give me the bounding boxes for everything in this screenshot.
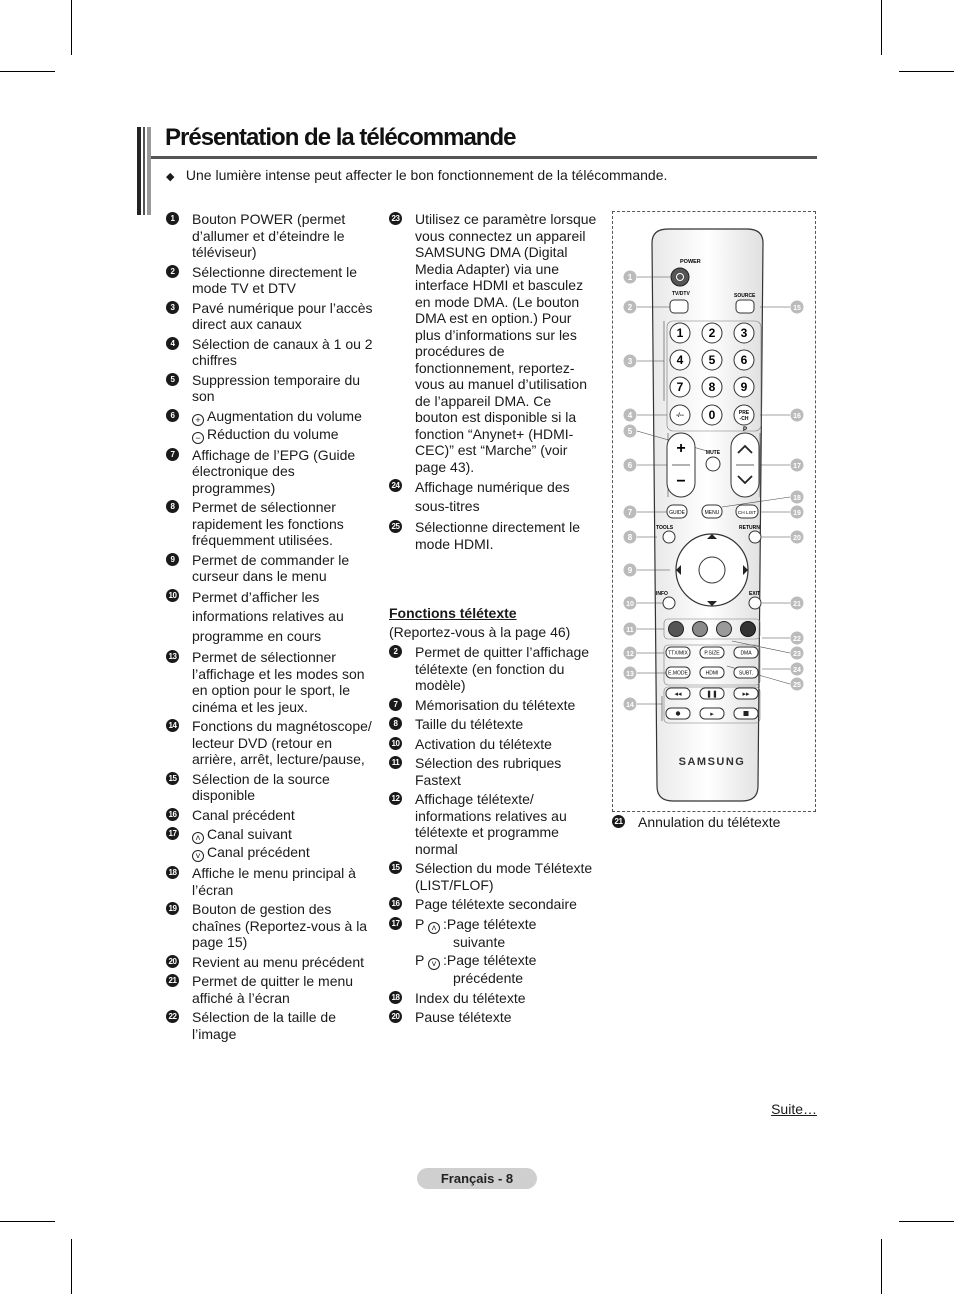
svg-text:3: 3	[627, 357, 633, 366]
page-up-line	[415, 916, 597, 934]
item-text: Bouton POWER (permet d’allumer et d’éteindre le téléviseur)	[192, 211, 346, 260]
chevron-down-icon: ˅	[428, 958, 440, 970]
menu-label: MENU	[704, 510, 720, 516]
list-item	[166, 408, 378, 444]
item-text: Permet d’afficher les informations relatives au programme en cours	[192, 588, 344, 644]
item-text: Canal précédent	[192, 806, 295, 823]
callout-number: 7	[166, 448, 179, 461]
svg-text:16: 16	[793, 413, 801, 420]
callout-number: 12	[389, 792, 402, 805]
channel-down-line	[192, 844, 378, 862]
channel-up-text: Canal suivant	[207, 826, 292, 842]
svg-text:8: 8	[708, 380, 716, 394]
callout-number: 17	[389, 917, 402, 930]
callout-number: 19	[166, 902, 179, 915]
callout-number: 20	[166, 955, 179, 968]
list-item	[166, 499, 378, 549]
callout-number: 6	[166, 409, 179, 422]
list-item	[389, 478, 597, 516]
volume-up-line	[192, 408, 378, 426]
crop-mark	[899, 71, 954, 72]
item-text: Page télétexte secondaire	[415, 896, 577, 912]
source-button	[736, 300, 754, 313]
emode-label: E.MODE	[668, 670, 688, 677]
svg-text:9: 9	[627, 566, 633, 575]
list-item	[166, 264, 378, 297]
svg-text:13: 13	[626, 671, 634, 678]
hdmi-label: HDMI	[705, 670, 719, 677]
item-text: Permet de sélectionner l’affichage et les modes son en option pour le sport, le cinéma et les jeux.	[192, 649, 365, 715]
callout-number: 22	[166, 1010, 179, 1023]
svg-text:21: 21	[793, 601, 801, 608]
callout-number: 18	[389, 991, 402, 1004]
teletext-cancel-item	[612, 814, 780, 830]
list-item	[166, 447, 378, 497]
blue-button	[741, 622, 756, 637]
teletext-subheading: (Reportez-vous à la page 46)	[389, 623, 571, 640]
list-item	[166, 973, 378, 1006]
svg-text:3: 3	[740, 326, 748, 340]
svg-text:25: 25	[793, 682, 801, 689]
return-label: RETURN	[739, 525, 760, 531]
intro-note	[166, 167, 667, 183]
callout-number: 24	[389, 479, 402, 492]
list-item	[389, 990, 597, 1007]
svg-text:10: 10	[626, 601, 634, 608]
title-rule	[151, 156, 817, 159]
callout-number: 8	[389, 717, 402, 730]
source-label: SOURCE	[734, 293, 756, 299]
samsung-logo: SAMSUNG	[678, 756, 746, 768]
green-button	[693, 622, 708, 637]
svg-text:▸▸: ▸▸	[742, 691, 750, 698]
svg-text:0: 0	[708, 408, 716, 422]
item-text: Pavé numérique pour l’accès direct aux canaux	[192, 299, 373, 332]
callout-number: 16	[389, 897, 402, 910]
callout-number: 2	[166, 265, 179, 278]
chlist-label: CH LIST	[737, 511, 757, 516]
svg-text:23: 23	[793, 651, 801, 658]
page-number-badge: Français - 8	[417, 1168, 537, 1189]
svg-text:11: 11	[626, 627, 634, 634]
svg-text:14: 14	[626, 702, 634, 709]
list-item	[166, 954, 378, 971]
svg-text:6: 6	[740, 353, 748, 367]
callout-number: 3	[166, 301, 179, 314]
enter-button	[699, 557, 725, 583]
crop-mark	[0, 1221, 55, 1222]
svg-text:-/--: -/--	[676, 413, 684, 419]
volume-down-text: Réduction du volume	[207, 425, 339, 442]
svg-text:❚❚: ❚❚	[706, 691, 718, 698]
item-text: Bouton de gestion des chaînes (Reportez-vous à la page 15)	[192, 901, 368, 950]
list-item	[166, 826, 378, 862]
item-text: Annulation du télétexte	[638, 814, 781, 830]
plus-icon: +	[676, 440, 686, 457]
mute-button	[706, 457, 720, 471]
svg-text:▸: ▸	[710, 711, 714, 718]
plus-icon: +	[192, 414, 204, 426]
callout-number: 13	[166, 650, 179, 663]
list-item	[166, 807, 378, 824]
list-item	[166, 552, 378, 585]
svg-text:2: 2	[627, 303, 633, 312]
page-down-line	[415, 952, 597, 970]
callout-number: 21	[166, 974, 179, 987]
callout-number: 11	[389, 756, 402, 769]
svg-text:9: 9	[740, 380, 748, 394]
dma-label: DMA	[740, 650, 752, 657]
svg-text:4: 4	[676, 353, 684, 367]
svg-text:15: 15	[793, 305, 801, 312]
svg-text:1: 1	[676, 326, 684, 340]
crop-mark	[71, 0, 72, 55]
item-text: Permet de quitter l’affichage télétexte (en fonction du modèle)	[415, 644, 590, 693]
list-item	[166, 901, 378, 951]
left-column	[166, 211, 378, 1045]
crop-mark	[899, 1221, 954, 1222]
svg-text:20: 20	[793, 535, 801, 542]
item-text: Sélection de la taille de l’image	[192, 1009, 336, 1042]
callout-number: 18	[166, 866, 179, 879]
list-item	[166, 300, 378, 333]
page-title: Présentation de la télécommande	[165, 124, 516, 151]
psize-label: P.SIZE	[704, 650, 720, 657]
svg-text:24: 24	[793, 667, 801, 674]
tvdtv-label: TV/DTV	[672, 291, 690, 297]
diamond-bullet-icon: ◆	[166, 171, 175, 183]
power-button	[671, 268, 689, 286]
list-item	[389, 644, 597, 694]
list-item	[389, 1009, 597, 1026]
list-item	[389, 896, 597, 913]
svg-text:5: 5	[627, 427, 633, 436]
list-item	[166, 372, 378, 405]
list-item	[389, 860, 597, 893]
callout-number: 16	[166, 808, 179, 821]
crop-mark	[881, 1239, 882, 1294]
svg-text:7: 7	[676, 380, 684, 394]
item-text: Fonctions du magnétoscope/ lecteur DVD (retour en arrière, arrêt, lecture/pause,	[192, 718, 372, 767]
svg-text:1: 1	[627, 273, 633, 282]
svg-text:19: 19	[793, 510, 801, 517]
p-label: P	[742, 427, 748, 433]
item-text	[192, 826, 378, 862]
crop-mark	[0, 71, 55, 72]
item-text: Mémorisation du télétexte	[415, 696, 576, 713]
channel-down-text: Canal précédent	[207, 844, 310, 860]
callout-number: 1	[166, 212, 179, 225]
svg-text:2: 2	[708, 326, 716, 340]
list-item	[389, 697, 597, 714]
item-text: Permet de quitter le menu affiché à l’écran	[192, 973, 354, 1006]
svg-text:12: 12	[626, 651, 634, 658]
list-item	[166, 211, 378, 261]
item-text: Permet de commander le curseur dans le menu	[192, 551, 350, 584]
mute-label: MUTE	[705, 450, 721, 456]
svg-text:7: 7	[627, 508, 633, 517]
item-text: Affichage télétexte/ informations relatives au télétexte et programme normal	[415, 791, 567, 857]
teletext-heading: Fonctions télétexte	[389, 605, 517, 621]
continued-link[interactable]: Suite…	[771, 1101, 817, 1117]
callout-number: 15	[389, 861, 402, 874]
list-item	[389, 916, 597, 987]
chevron-down-icon: ˅	[192, 850, 204, 862]
list-item	[166, 588, 378, 647]
callout-number: 21	[612, 815, 625, 828]
guide-label: GUIDE	[669, 510, 685, 516]
tools-label: TOOLS	[656, 525, 674, 531]
callout-number: 20	[389, 1010, 402, 1023]
subt-label: SUBT.	[738, 670, 754, 677]
callout-number: 17	[166, 827, 179, 840]
middle-column	[389, 211, 597, 1029]
svg-text:6: 6	[627, 461, 633, 470]
ttx-label: TTX/MIX	[668, 650, 688, 657]
item-text	[415, 916, 597, 987]
channel-up-line	[192, 826, 378, 844]
list-item	[389, 736, 597, 753]
svg-text:PRE: PRE	[738, 410, 750, 416]
list-item	[389, 755, 597, 788]
page-down-cont: précédente	[453, 970, 524, 986]
crop-mark	[71, 1239, 72, 1294]
list-item	[166, 649, 378, 715]
item-text: Sélection du mode Télétexte (LIST/FLOF)	[415, 860, 593, 893]
svg-text:5: 5	[708, 353, 716, 367]
callout-number: 14	[166, 719, 179, 732]
item-text: Affiche le menu principal à l’écran	[192, 865, 356, 898]
title-decoration	[137, 127, 151, 215]
volume-up-text: Augmentation du volume	[207, 407, 362, 424]
list-item	[389, 791, 597, 857]
item-text: Sélection de la source disponible	[192, 770, 330, 803]
callout-number: 7	[389, 698, 402, 711]
p-label: P	[415, 915, 425, 932]
info-button	[663, 597, 675, 609]
item-text: Permet de sélectionner rapidement les fonctions fréquemment utilisées.	[192, 499, 344, 548]
yellow-button	[717, 622, 732, 637]
crop-mark	[881, 0, 882, 55]
callout-number: 8	[166, 500, 179, 513]
minus-icon: −	[676, 473, 686, 490]
chevron-up-icon: ˄	[428, 922, 440, 934]
red-button	[669, 622, 684, 637]
page-down-text: :Page télétexte	[442, 952, 537, 968]
svg-text:4: 4	[627, 411, 633, 420]
svg-text:17: 17	[793, 463, 801, 470]
page-up-text: :Page télétexte	[442, 915, 537, 932]
callout-number: 10	[166, 589, 179, 602]
item-text: Taille du télétexte	[415, 716, 524, 732]
item-text: Suppression temporaire du son	[192, 371, 361, 404]
item-text: Sélection de canaux à 1 ou 2 chiffres	[192, 335, 373, 368]
callout-number: 5	[166, 373, 179, 386]
item-text: Utilisez ce paramètre lorsque vous connectez un appareil SAMSUNG DMA (Digital Media Adapter) via une interface HDMI et basculez en mode DMA. (Le bouton DMA est en option.) Pour plus d’informations sur les procédures de fonctionnement, reportez-vous au manuel d’utilisation de l’appareil DMA. Ce bouton est disponible si la fonction “Anynet+ (HDMI-CEC)” est “Marche” (voir page 43).	[415, 211, 597, 475]
list-item	[166, 865, 378, 898]
exit-button	[749, 597, 761, 609]
list-item	[389, 519, 597, 552]
item-text	[192, 408, 378, 444]
remote-control-diagram	[612, 211, 816, 812]
tvdtv-button	[670, 300, 688, 313]
list-item	[166, 1009, 378, 1042]
svg-text:18: 18	[793, 495, 801, 502]
callout-number: 4	[166, 337, 179, 350]
item-text: Index du télétexte	[415, 989, 526, 1006]
exit-label: EXIT	[749, 591, 761, 597]
list-item	[166, 718, 378, 768]
item-text: Revient au menu précédent	[192, 953, 364, 970]
item-text: Sélection des rubriques Fastext	[415, 755, 562, 788]
item-text: Affichage de l’EPG (Guide électronique des programmes)	[192, 446, 356, 496]
p-label: P	[415, 952, 425, 968]
item-text: Sélectionne directement le mode HDMI.	[415, 519, 580, 552]
list-item	[166, 771, 378, 804]
svg-text:8: 8	[627, 533, 633, 542]
tools-button	[663, 531, 675, 543]
svg-text:-CH: -CH	[739, 416, 749, 422]
callout-number: 23	[389, 212, 402, 225]
callout-number: 25	[389, 520, 402, 533]
callout-number: 9	[166, 553, 179, 566]
power-label: POWER	[680, 259, 701, 265]
list-item	[166, 336, 378, 369]
item-text: Pause télétexte	[415, 1009, 512, 1025]
intro-note-text: Une lumière intense peut affecter le bon fonctionnement de la télécommande.	[185, 167, 668, 183]
list-item	[389, 211, 597, 475]
volume-down-line	[192, 426, 378, 444]
svg-text:◂◂: ◂◂	[674, 691, 682, 698]
page-up-cont: suivante	[453, 933, 506, 950]
item-text: Activation du télétexte	[415, 735, 552, 752]
item-text: Affichage numérique des sous-titres	[415, 479, 570, 514]
list-item	[389, 716, 597, 733]
item-text: Sélectionne directement le mode TV et DTV	[192, 263, 357, 296]
info-label: INFO	[656, 591, 668, 597]
svg-text:22: 22	[793, 636, 801, 643]
minus-icon: −	[192, 432, 204, 444]
callout-number: 2	[389, 645, 402, 658]
callout-number: 15	[166, 772, 179, 785]
chevron-up-icon: ˄	[192, 832, 204, 844]
callout-number: 10	[389, 737, 402, 750]
return-button	[749, 531, 761, 543]
